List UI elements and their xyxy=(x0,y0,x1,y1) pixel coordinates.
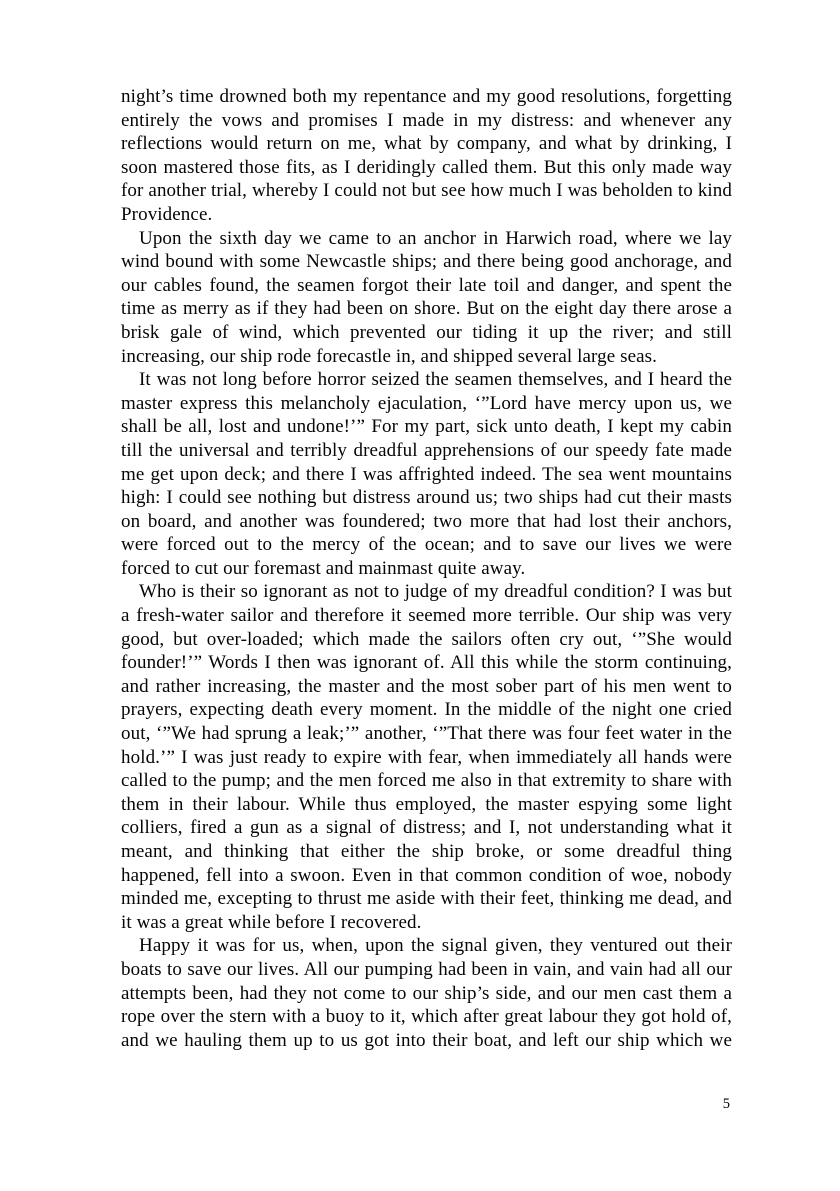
paragraph: Upon the sixth day we came to an anchor in Harwich road, where we lay wind bound with some Newcastle ships; and there being good anchorage, and our cables found, the seamen forgot their late toil and danger, and spent the time as merry as if they had been on shore. But on the eight day there arose a brisk gale of wind, which prevented our tiding it up the river; and still increasing, our ship rode forecastle in, and shipped several large seas. xyxy=(121,227,732,367)
paragraph: Who is their so ignorant as not to judge of my dreadful condition? I was but a fresh-water sailor and therefore it seemed more terrible. Our ship was very good, but over-loaded; which made the sailors often cry out, ‘”She would founder!’” Words I then was ignorant of. All this while the storm continuing, and rather increasing, the master and the most sober part of his men went to prayers, expecting death every moment. In the middle of the night one cried out, ‘”We had sprung a leak;’” another, ‘”That there was four feet water in the hold.’” I was just ready to expire with fear, when immediately all hands were called to the pump; and the men forced me also in that extremity to share with them in their labour. While thus employed, the master espying some light colliers, fired a gun as a signal of distress; and I, not understanding what it meant, and thinking that either the ship broke, or some dreadful thing happened, fell into a swoon. Even in that common condition of woe, nobody minded me, excepting to thrust me aside with their feet, thinking me dead, and it was a great while before I recovered. xyxy=(121,581,732,933)
paragraph: Happy it was for us, when, upon the signal given, they ventured out their boats to save our lives. All our pumping had been in vain, and vain had all our attempts been, had they not come to our ship’s side, and our men cast them a rope over the stern with a buoy to it, which after great labour they got hold of, and we hauling them up to us got into their boat, and left our ship which we xyxy=(121,935,732,1051)
page-body-text xyxy=(121,85,732,1052)
paragraph: It was not long before horror seized the seamen themselves, and I heard the master express this melancholy ejaculation, ‘”Lord have mercy upon us, we shall be all, lost and undone!’” For my part, sick unto death, I kept my cabin till the universal and terribly dreadful apprehensions of our speedy fate made me get upon deck; and there I was affrighted indeed. The sea went mountains high: I could see nothing but distress around us; two ships had cut their masts on board, and another was foundered; two more that had lost their anchors, were forced out to the mercy of the ocean; and to save our lives we were forced to cut our foremast and mainmast quite away. xyxy=(121,369,732,579)
page-number: 5 xyxy=(722,1096,730,1112)
paragraph: night’s time drowned both my repentance and my good resolutions, forgetting entirely the vows and promises I made in my distress: and whenever any reflections would return on me, what by company, and what by drinking, I soon mastered those fits, as I deridingly called them. But this only made way for another trial, whereby I could not but see how much I was beholden to kind Providence. xyxy=(121,86,732,225)
